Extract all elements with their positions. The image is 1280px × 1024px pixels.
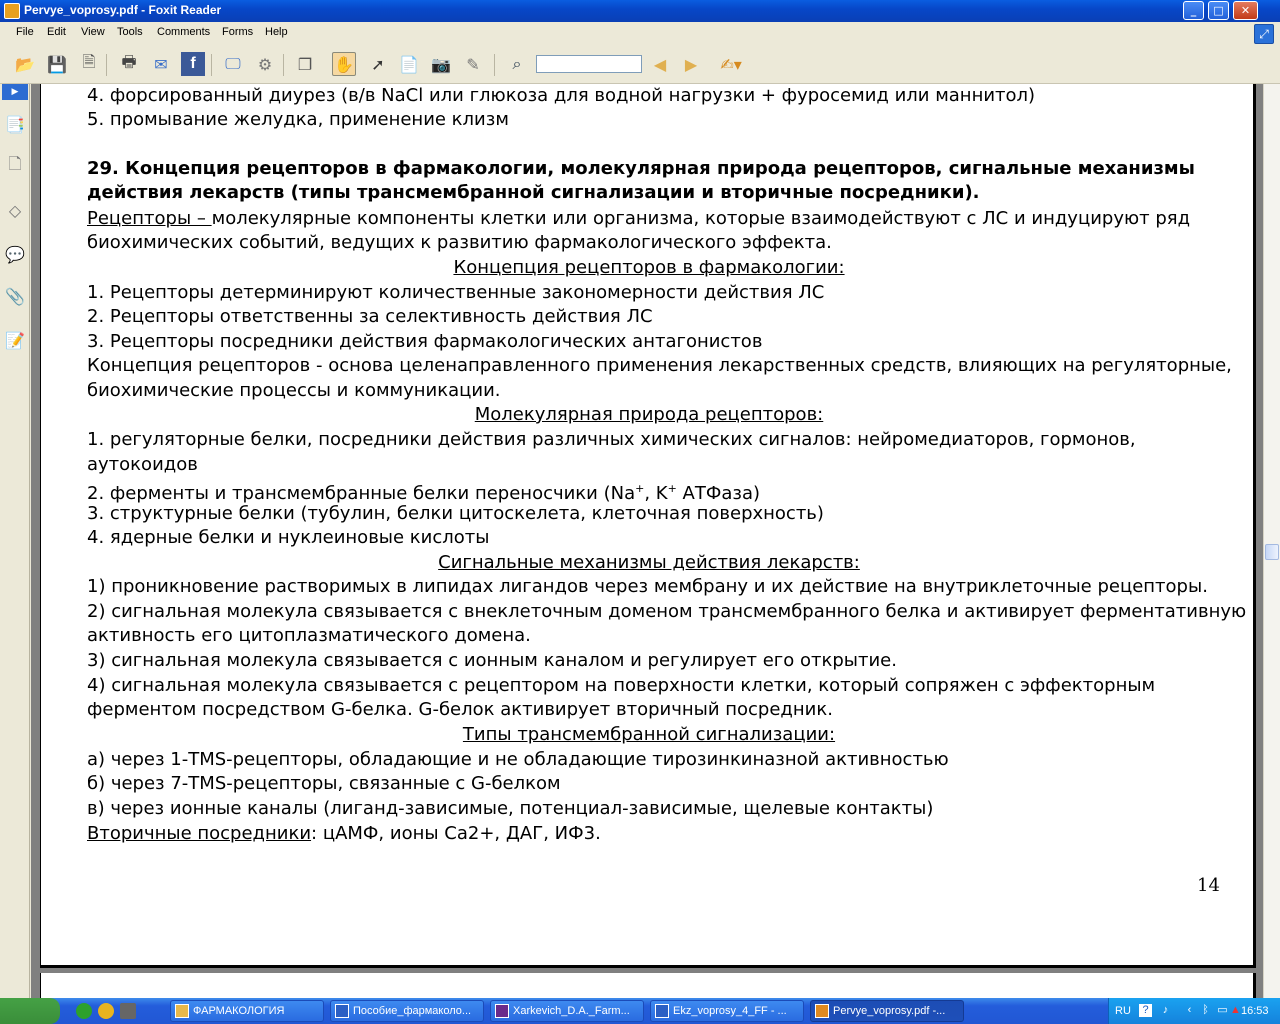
menu-bar [0, 22, 1280, 42]
subsection-title-text: Сигнальные механизмы действия лекарств: [438, 552, 860, 573]
foxit-app-icon [4, 3, 20, 19]
list-item: 3. структурные белки (тубулин, белки цитоскелета, клеточная поверхность) [87, 503, 824, 524]
speaker-icon[interactable]: ♪ [1162, 1004, 1169, 1016]
list-item: 3. Рецепторы посредники действия фармакологических антагонистов [87, 331, 763, 352]
list-item: в) через ионные каналы (лиганд-зависимые, потенциал-зависимые, щелевые контакты) [87, 798, 934, 819]
select-tool-icon[interactable]: ➚ [371, 54, 385, 74]
text-line: биохимических событий, ведущих к развитию фармакологического эффекта. [87, 232, 832, 253]
camera-icon[interactable]: 📷 [431, 54, 451, 74]
page-number: 14 [1197, 875, 1220, 896]
taskbar [0, 998, 1280, 1024]
djvu-icon [495, 1004, 509, 1018]
menu-forms[interactable]: Forms [222, 26, 254, 38]
subsection-title-text: Концепция рецепторов в фармакологии: [453, 257, 845, 278]
scrollbar-thumb[interactable] [1265, 544, 1279, 560]
left-navigation-panel [0, 84, 30, 998]
text-span: , K [644, 483, 668, 504]
list-item: 4. ядерные белки и нуклеиновые кислоты [87, 527, 490, 548]
text-span: Na [610, 483, 636, 504]
open-icon[interactable]: 📂 [15, 54, 35, 74]
menu-view[interactable]: View [81, 26, 105, 38]
list-item: 1) проникновение растворимых в липидах лигандов через мембрану и их действие на внутриклеточные рецепторы. [87, 576, 1208, 597]
text-line [87, 823, 601, 845]
text-line: активность его цитоплазматического домена. [87, 625, 531, 646]
safely-remove-icon[interactable]: ▲ [1230, 1004, 1241, 1016]
receptors-term: Рецепторы – [87, 208, 212, 229]
list-item: б) через 7-TMS-рецепторы, связанные с G-белком [87, 773, 561, 794]
maximize-button[interactable]: □ [1208, 1, 1229, 20]
vertical-scrollbar[interactable] [1263, 84, 1280, 998]
list-item: а) через 1-TMS-рецепторы, обладающие и не обладающие тирозинкиназной активностью [87, 749, 949, 770]
subsection-title [41, 724, 1257, 746]
subsection-title [41, 552, 1257, 574]
folder-icon [175, 1004, 189, 1018]
binoculars-icon[interactable]: ⌕ [512, 54, 522, 73]
properties-icon[interactable]: ⚙ [257, 54, 273, 74]
word-icon [335, 1004, 349, 1018]
text-line: Концепция рецепторов - основа целенаправленного применения лекарственных средств, влияющих на регуляторные, [87, 355, 1232, 376]
layers-icon[interactable]: ◇ [8, 200, 22, 220]
task-label: Pervye_voprosy.pdf -... [833, 1005, 946, 1017]
hand-tool-icon[interactable]: ✋ [332, 52, 356, 76]
word-icon [655, 1004, 669, 1018]
expand-panel-icon[interactable]: ▶ [2, 84, 28, 100]
print-icon[interactable]: 🖶 [121, 51, 137, 71]
subsection-title-text: Молекулярная природа рецепторов: [474, 404, 824, 425]
text-line: биохимические процессы и коммуникации. [87, 380, 501, 401]
list-item [87, 478, 760, 505]
text-line: ферментом посредством G-белка. G-белок активирует вторичный посредник. [87, 699, 833, 720]
task-pervye-voprosy[interactable] [810, 1000, 964, 1022]
foxit-icon [815, 1004, 829, 1018]
snapshot-icon[interactable]: ❐ [297, 54, 313, 74]
text-span: 2. ферменты и трансмембранные белки переносчики ( [87, 483, 611, 504]
menu-edit[interactable]: Edit [47, 26, 66, 38]
signatures-icon[interactable]: 📝 [5, 330, 25, 350]
find-prev-icon[interactable]: ◀ [653, 54, 667, 74]
attachments-icon[interactable]: 📎 [5, 286, 25, 306]
start-button[interactable] [0, 998, 60, 1024]
menu-tools[interactable]: Tools [117, 26, 143, 38]
window-title: Pervye_voprosy.pdf - Foxit Reader [24, 3, 222, 17]
text-line: 5. промывание желудка, применение клизм [87, 109, 509, 130]
list-item: 1. Рецепторы детерминируют количественные закономерности действия ЛС [87, 282, 825, 303]
subsection-title [41, 257, 1257, 279]
highlight-icon[interactable]: ✍▾ [720, 54, 742, 74]
definition-text: молекулярные компоненты клетки или организма, которые взаимодействуют с ЛС и индуцируют ряд [211, 208, 1191, 229]
text-select-icon[interactable]: 📄 [399, 54, 419, 74]
tray-arrow-icon[interactable]: ‹ [1187, 1004, 1192, 1016]
network-icon[interactable]: ▭ [1217, 1004, 1228, 1016]
title-bar [0, 0, 1280, 22]
section-heading: действия лекарств (типы трансмембранной сигнализации и вторичные посредники). [87, 182, 980, 203]
list-item: 2. Рецепторы ответственны за селективность действия ЛС [87, 306, 653, 327]
task-xarkevich[interactable] [490, 1000, 644, 1022]
text-line: аутокоидов [87, 454, 198, 475]
email-icon[interactable]: ✉ [154, 54, 168, 74]
task-ekz-voprosy[interactable] [650, 1000, 804, 1022]
task-farmakologiya[interactable] [170, 1000, 324, 1022]
task-posobie[interactable] [330, 1000, 484, 1022]
second-messengers-term: Вторичные посредники [87, 823, 312, 844]
task-label: Ekz_voprosy_4_FF - ... [673, 1005, 787, 1017]
help-icon[interactable]: ? [1139, 1004, 1152, 1017]
subsection-title-text: Типы трансмембранной сигнализации: [462, 724, 836, 745]
task-label: Пособие_фармаколо... [353, 1005, 472, 1017]
presentation-icon[interactable]: 🖵 [225, 54, 241, 73]
utorrent-icon[interactable] [76, 1003, 92, 1019]
task-label: Xarkevich_D.A._Farm... [513, 1005, 630, 1017]
clock: 16:53 [1241, 1005, 1269, 1017]
task-label: ФАРМАКОЛОГИЯ [193, 1005, 285, 1017]
minimize-button[interactable]: _ [1183, 1, 1204, 20]
save-all-icon[interactable]: 🗎 [82, 51, 96, 71]
definition-line [87, 208, 1190, 230]
section-heading: 29. Концепция рецепторов в фармакологии, молекулярная природа рецепторов, сигнальные механизмы [87, 158, 1195, 179]
pdf-page [40, 84, 1256, 968]
superscript: + [635, 482, 645, 495]
language-indicator[interactable]: RU [1115, 1005, 1131, 1017]
menu-comments[interactable]: Comments [157, 26, 211, 38]
text-line: 4. форсированный диурез (в/в NaCl или глюкоза для водной нагрузки + фуросемид или маннитол) [87, 85, 1036, 106]
subsection-title [41, 404, 1257, 426]
pages-icon[interactable]: 🗋 [8, 153, 22, 173]
save-icon[interactable]: 💾 [47, 54, 67, 74]
list-item: 4) сигнальная молекула связывается с рецептором на поверхности клетки, который сопряжен с эффекторным [87, 675, 1156, 696]
avast-icon[interactable] [98, 1003, 114, 1019]
list-item: 3) сигнальная молекула связывается с ионным каналом и регулирует его открытие. [87, 650, 897, 671]
system-tray [1108, 998, 1280, 1024]
list-item: 1. регуляторные белки, посредники действия различных химических сигналов: нейромедиаторов, гормонов, [87, 429, 1136, 450]
menu-help[interactable]: Help [265, 26, 288, 38]
document-viewport[interactable] [31, 84, 1263, 998]
restore-document-icon[interactable]: ⤢ [1254, 24, 1274, 44]
typewriter-icon[interactable]: ✎ [466, 54, 480, 74]
text-span: : цАМФ, ионы Са2+, ДАГ, ИФ3. [311, 823, 601, 844]
facebook-icon[interactable]: f [181, 52, 205, 76]
bookmarks-icon[interactable]: 📑 [5, 114, 25, 134]
find-input[interactable] [536, 55, 642, 73]
find-next-icon[interactable]: ▶ [684, 54, 698, 74]
list-item: 2) сигнальная молекула связывается с внеклеточным доменом трансмембранного белка и активирует ферментативную [87, 601, 1247, 622]
menu-file[interactable]: File [16, 26, 34, 38]
text-span: АТФаза) [676, 483, 761, 504]
comments-icon[interactable]: 💬 [5, 244, 25, 264]
desktop-icon[interactable] [120, 1003, 136, 1019]
bluetooth-icon[interactable]: ᛒ [1202, 1004, 1209, 1016]
superscript: + [667, 482, 677, 495]
close-button[interactable]: ✕ [1233, 1, 1258, 20]
